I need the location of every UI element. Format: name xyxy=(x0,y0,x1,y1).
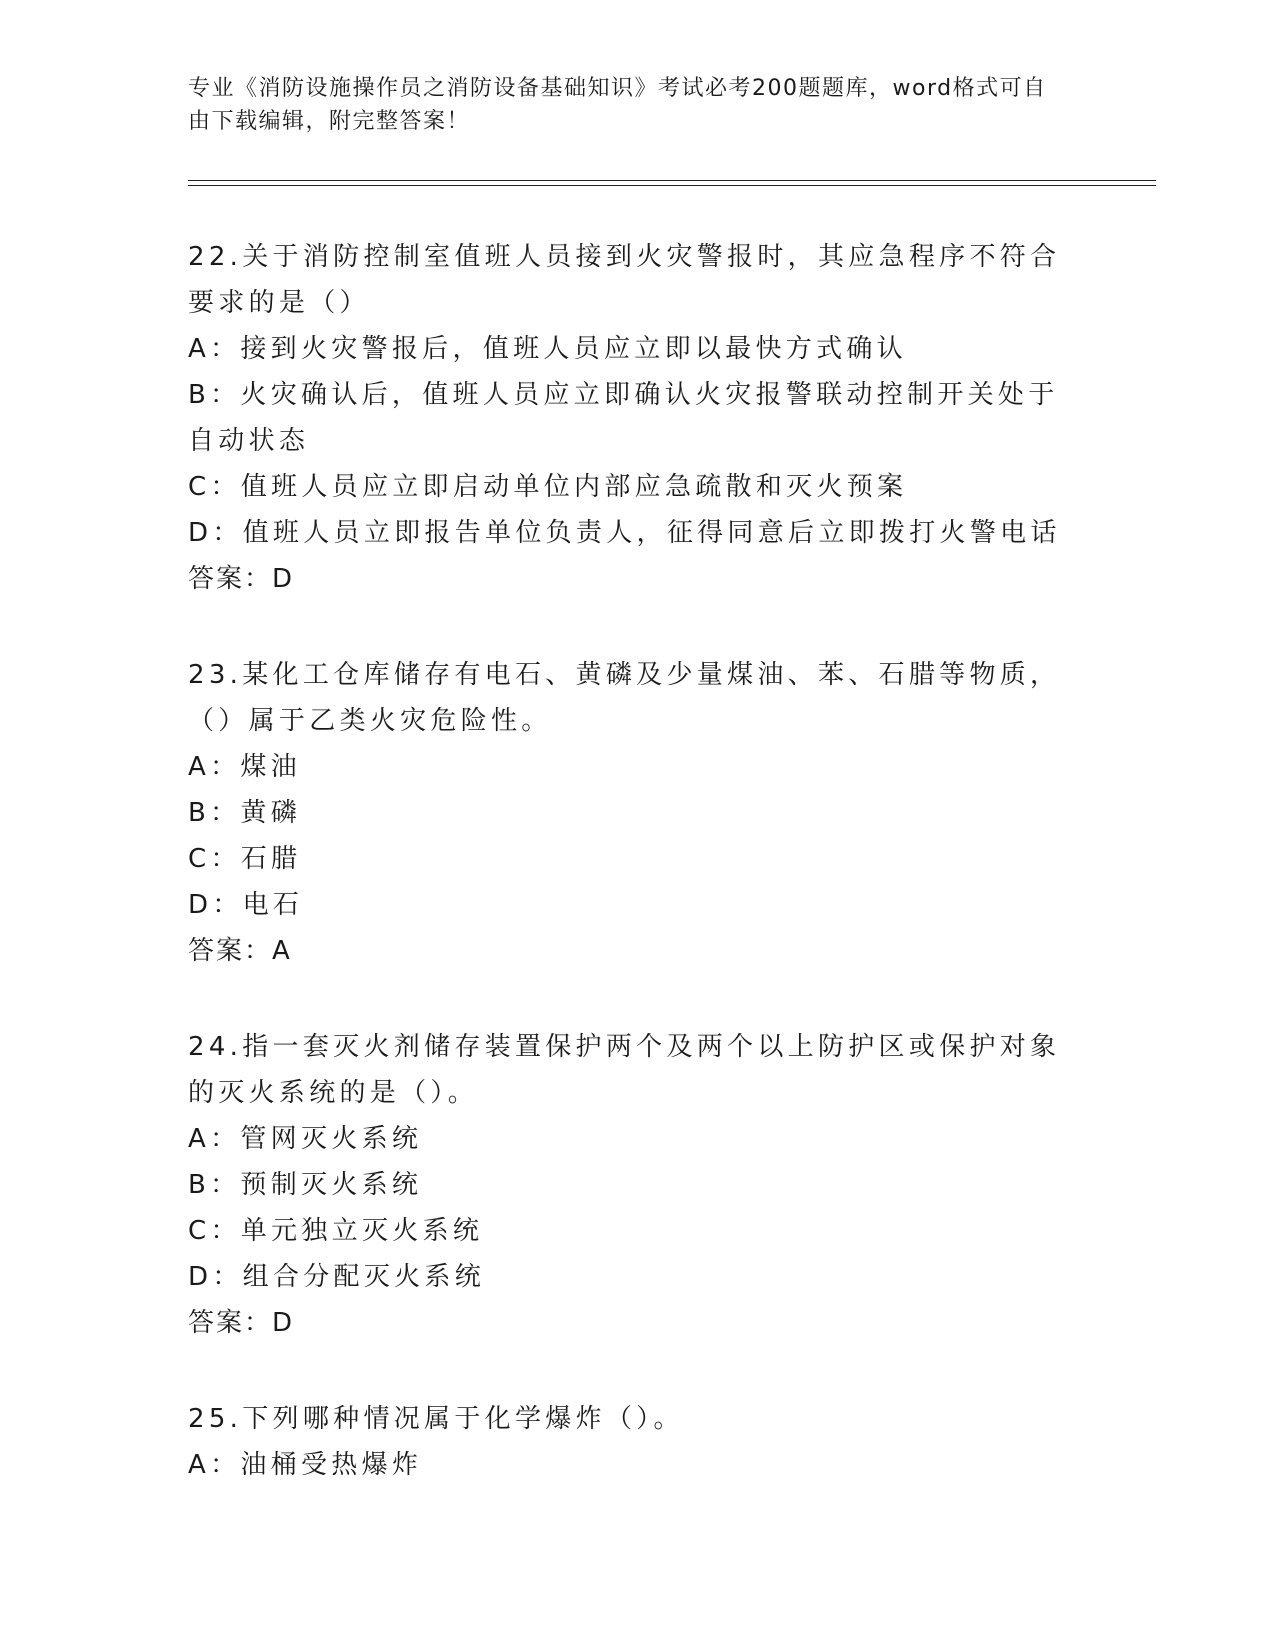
question-stem: 25.下列哪种情况属于化学爆炸（）。 xyxy=(188,1404,684,1434)
answer-value: D xyxy=(272,564,295,594)
option-d: D：电石 xyxy=(188,890,304,920)
option-a: A：煤油 xyxy=(188,752,301,782)
option-b: B：火灾确认后，值班人员应立即确认火灾报警联动控制开关处于自动状态 xyxy=(188,380,1059,456)
option-a: A：油桶受热爆炸 xyxy=(188,1450,423,1480)
answer-line xyxy=(188,928,1088,974)
document-header: 专业《消防设施操作员之消防设备基础知识》考试必考200题题库，word格式可自由下载编辑，附完整答案！ xyxy=(188,76,1047,134)
question-24 xyxy=(188,1024,1088,1346)
answer-value: D xyxy=(272,1308,295,1338)
question-25 xyxy=(188,1396,1088,1488)
answer-label: 答案： xyxy=(188,936,273,966)
question-23 xyxy=(188,652,1088,974)
question-22 xyxy=(188,234,1088,602)
header-divider-top xyxy=(188,180,1156,181)
option-b: B：预制灭火系统 xyxy=(188,1170,423,1200)
option-d: D：值班人员立即报告单位负责人，征得同意后立即拨打火警电话 xyxy=(188,518,1061,548)
header-divider-bottom xyxy=(188,185,1156,186)
option-c: C：值班人员应立即启动单位内部应急疏散和灭火预案 xyxy=(188,472,908,502)
question-stem: 22.关于消防控制室值班人员接到火灾警报时，其应急程序不符合要求的是（） xyxy=(188,242,1061,318)
answer-line xyxy=(188,1300,1088,1346)
option-c: C：单元独立灭火系统 xyxy=(188,1216,484,1246)
option-b: B：黄磷 xyxy=(188,798,302,828)
question-stem: 24.指一套灭火剂储存装置保护两个及两个以上防护区或保护对象的灭火系统的是（）。 xyxy=(188,1032,1061,1108)
answer-line xyxy=(188,556,1088,602)
answer-label: 答案： xyxy=(188,1308,273,1338)
option-c: C：石腊 xyxy=(188,844,302,874)
question-list xyxy=(188,234,1088,1538)
answer-label: 答案： xyxy=(188,564,273,594)
option-d: D：组合分配灭火系统 xyxy=(188,1262,486,1292)
option-a: A：接到火灾警报后，值班人员应立即以最快方式确认 xyxy=(188,334,907,364)
question-stem: 23.某化工仓库储存有电石、黄磷及少量煤油、苯、石腊等物质，（）属于乙类火灾危险性。 xyxy=(188,660,1061,736)
answer-value: A xyxy=(272,936,292,966)
option-a: A：管网灭火系统 xyxy=(188,1124,423,1154)
